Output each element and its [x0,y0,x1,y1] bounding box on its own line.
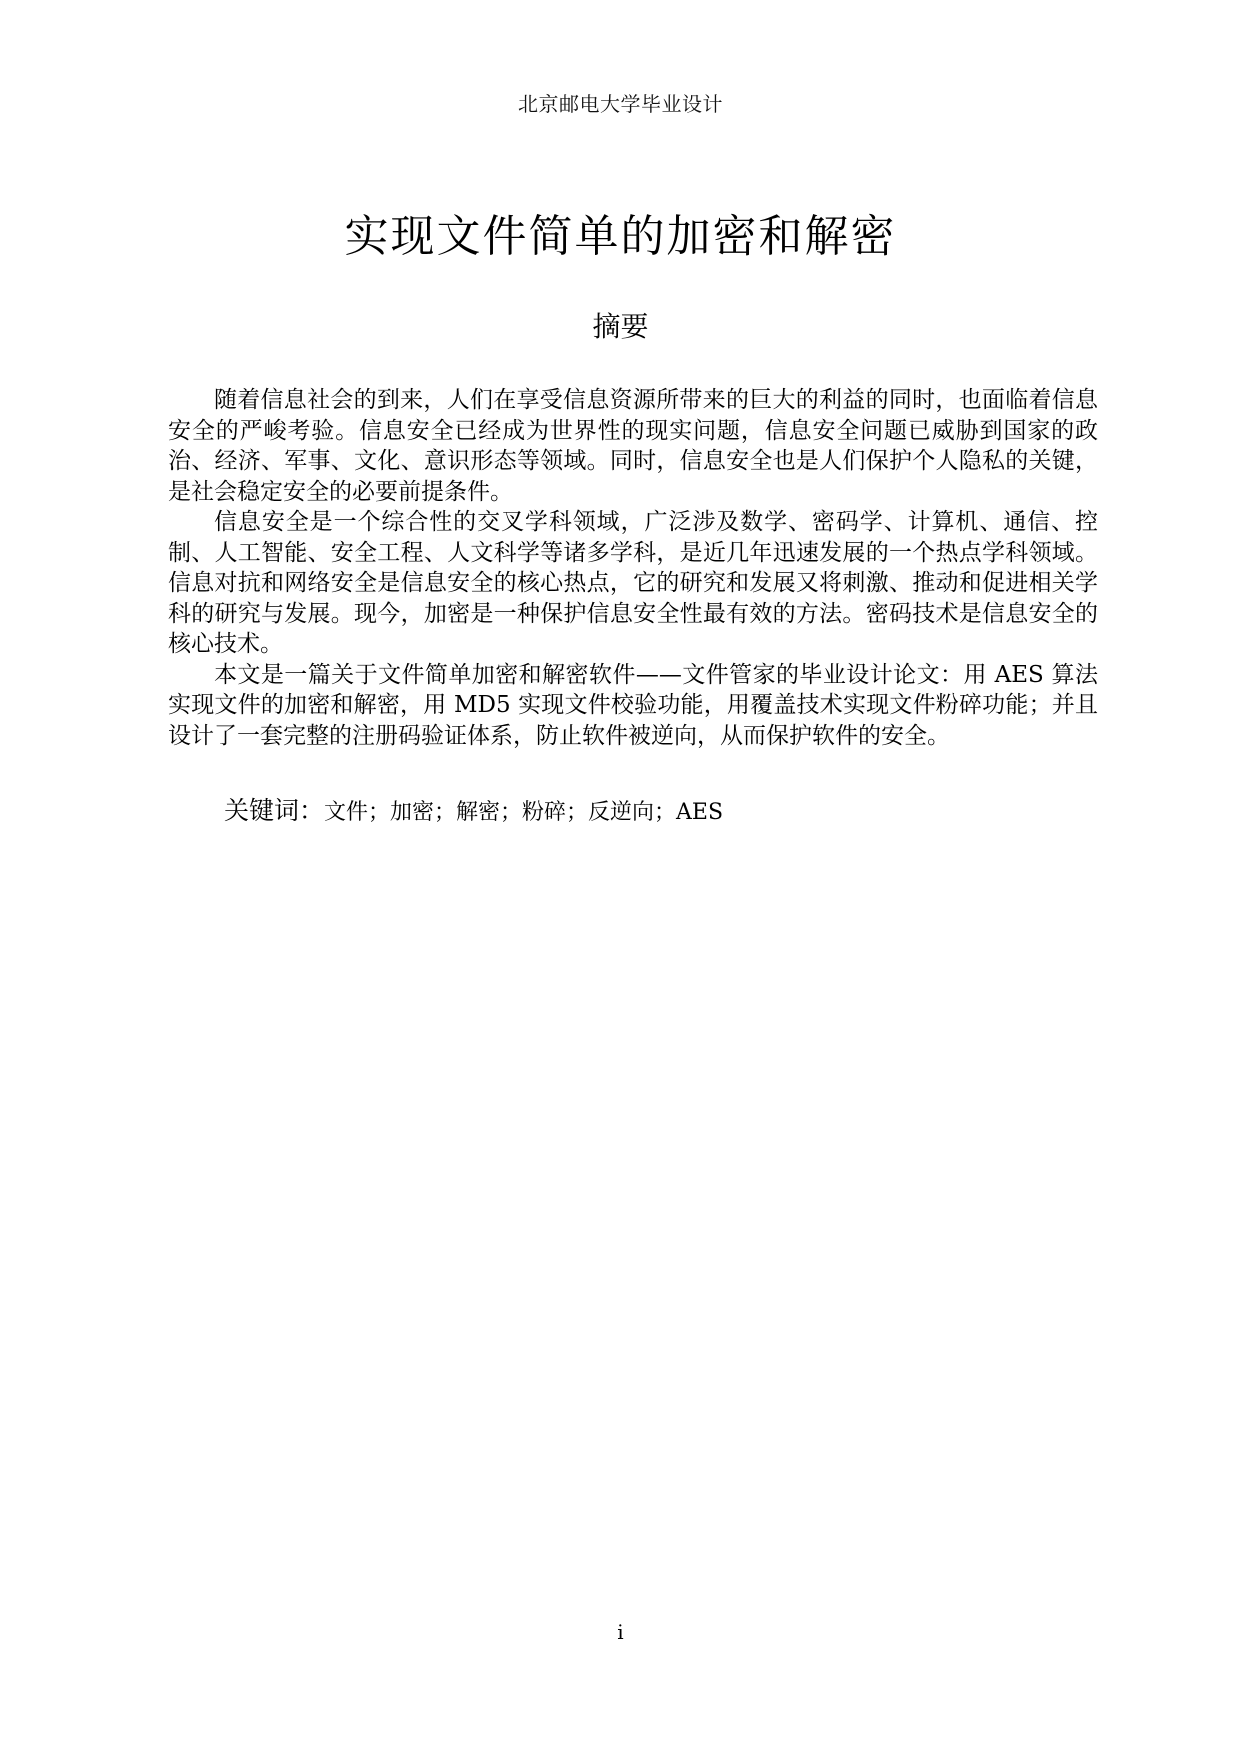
document-title: 实现文件简单的加密和解密 [344,211,897,262]
keywords-list: 文件；加密；解密；粉碎；反逆向；AES [324,800,724,825]
abstract-body [168,385,1098,751]
abstract-paragraph-3: 本文是一篇关于文件简单加密和解密软件——文件管家的毕业设计论文：用 AES 算法实现文件的加密和解密，用 MD5 实现文件校验功能，用覆盖技术实现文件粉碎功能；并且设计了一套完整的注册码验证体系，防止软件被逆向，从而保护软件的安全。 [168,661,1098,749]
running-header: 北京邮电大学毕业设计 [518,92,723,116]
abstract-paragraph-2: 信息安全是一个综合性的交叉学科领域，广泛涉及数学、密码学、计算机、通信、控制、人工智能、安全工程、人文科学等诸多学科，是近几年迅速发展的一个热点学科领域。信息对抗和网络安全是信息安全的核心热点，它的研究和发展又将刺激、推动和促进相关学科的研究与发展。现今，加密是一种保护信息安全性最有效的方法。密码技术是信息安全的核心技术。 [168,509,1098,657]
abstract-heading: 摘要 [592,310,649,343]
abstract-paragraph-1: 随着信息社会的到来，人们在享受信息资源所带来的巨大的利益的同时，也面临着信息安全的严峻考验。信息安全已经成为世界性的现实问题，信息安全问题已威胁到国家的政治、经济、军事、文化、意识形态等领域。同时，信息安全也是人们保护个人隐私的关键，是社会稳定安全的必要前提条件。 [168,387,1098,505]
keywords-line [224,796,1084,828]
keywords-label: 关键词： [224,796,325,825]
page-number: i [617,1620,624,1644]
header-rule [168,122,1074,123]
